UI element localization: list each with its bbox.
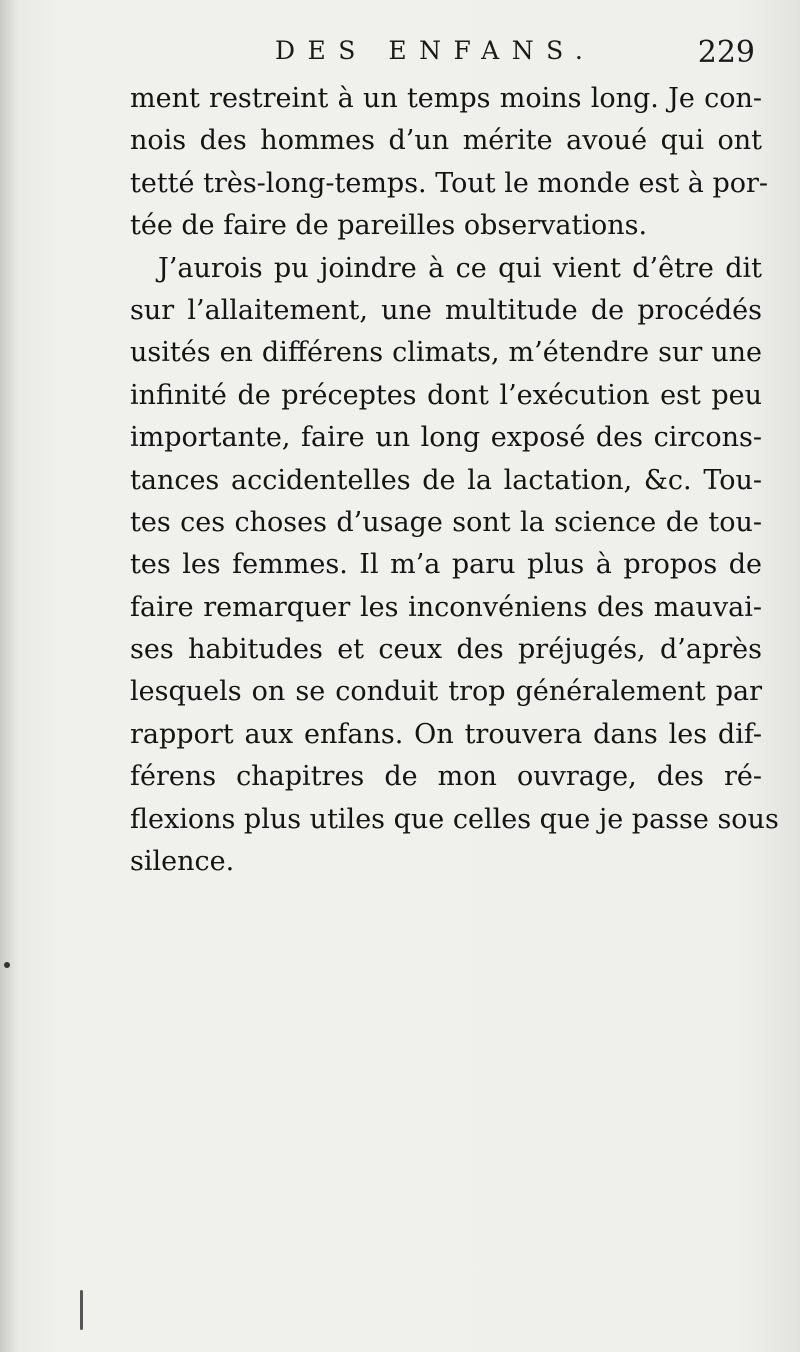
ink-speck	[4, 962, 10, 968]
text-line: ses habitudes et ceux des préjugés, d’après	[130, 634, 762, 666]
text-line: ment restreint à un temps moins long. Je con-	[130, 83, 762, 114]
text-line: nois des hommes d’un mérite avoué qui ont	[130, 125, 762, 157]
text-line: férens chapitres de mon ouvrage, des ré-	[130, 761, 762, 793]
text-line: tes ces choses d’usage sont la science de tou-	[130, 506, 762, 538]
text-line: tances accidentelles de la lactation, &c. Tou-	[130, 464, 762, 496]
text-line: sur l’allaitement, une multitude de procédés	[130, 294, 762, 326]
text-line: importante, faire un long exposé des circons-	[130, 422, 762, 454]
text-line: infinité de préceptes dont l’exécution est peu	[130, 379, 762, 411]
text-line: tetté très-long-temps. Tout le monde est à por-	[130, 167, 769, 199]
text-line: faire remarquer les inconvéniens des mauvai-	[130, 591, 762, 623]
running-title: DES ENFANS.	[275, 36, 596, 65]
ink-mark	[80, 1290, 83, 1330]
paragraph-first-line: J’aurois pu joindre à ce qui vient d’être dit	[158, 252, 762, 284]
page-number: 229	[697, 35, 755, 70]
text-line: flexions plus utiles que celles que je passe sous	[130, 803, 779, 835]
running-head	[275, 34, 755, 80]
text-line: tée de faire de pareilles observations.	[130, 210, 648, 242]
body-text	[130, 78, 779, 883]
text-line: usités en différens climats, m’étendre sur une	[130, 337, 762, 369]
text-line: tes les femmes. Il m’a paru plus à propos de	[130, 549, 762, 581]
text-line: silence.	[130, 846, 235, 878]
text-line: rapport aux enfans. On trouvera dans les dif-	[130, 718, 762, 750]
text-line: lesquels on se conduit trop généralement par	[130, 676, 762, 708]
